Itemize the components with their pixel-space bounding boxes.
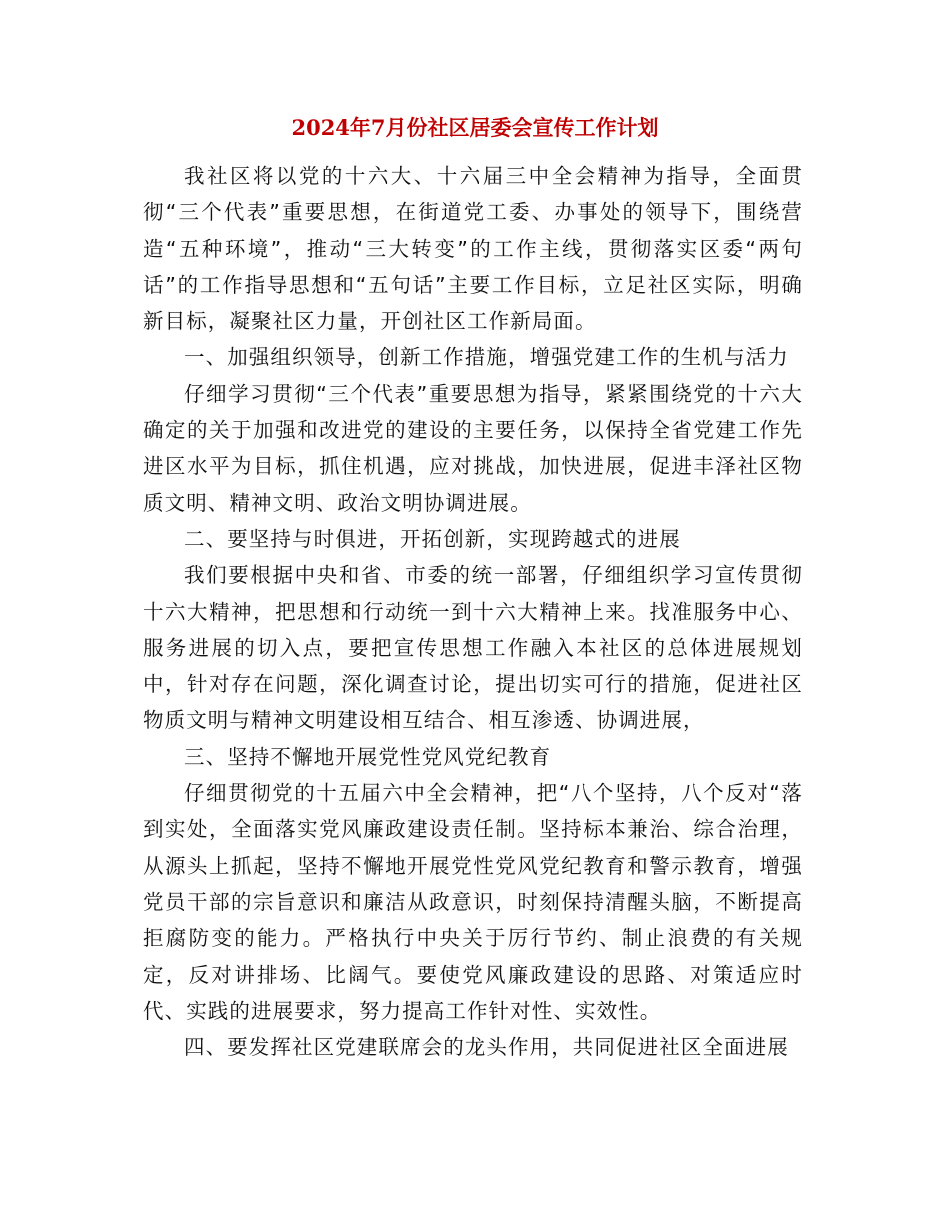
section-heading-4: 四、要发挥社区党建联席会的龙头作用，共同促进社区全面进展 <box>184 1035 789 1060</box>
section-paragraph-1: 仔细学习贯彻“三个代表”重要思想为指导，紧紧围绕党的十六大确定的关于加强和改进党的建设的主要任务，以保持全省党建工作先进区水平为目标，抓住机遇，应对挑战，加快进展，促进丰泽社区物质文明、精神文明、政治文明协调进展。 <box>143 381 803 515</box>
document-body <box>143 158 803 1065</box>
intro-paragraph: 我社区将以党的十六大、十六届三中全会精神为指导，全面贯彻“三个代表”重要思想，在街道党工委、办事处的领导下，围绕营造“五种环境”，推动“三大转变”的工作主线，贯彻落实区委“两句话”的工作指导思想和“五句话”主要工作目标，立足社区实际，明确新目标，凝聚社区力量，开创社区工作新局面。 <box>143 164 803 334</box>
section-paragraph-2: 我们要根据中央和省、市委的统一部署，仔细组织学习宣传贯彻十六大精神，把思想和行动统一到十六大精神上来。找准服务中心、服务进展的切入点，要把宣传思想工作融入本社区的总体进展规划中，针对存在问题，深化调查讨论，提出切实可行的措施，促进社区物质文明与精神文明建设相互结合、相互渗透、协调进展， <box>143 563 803 733</box>
section-heading-3: 三、坚持不懈地开展党性党风党纪教育 <box>184 744 552 769</box>
document-title: 2024年7月份社区居委会宣传工作计划 <box>291 115 659 140</box>
section-heading-2: 二、要坚持与时俱进，开拓创新，实现跨越式的进展 <box>184 526 681 551</box>
section-paragraph-3: 仔细贯彻党的十五届六中全会精神，把“八个坚持，八个反对“落到实处，全面落实党风廉政建设责任制。坚持标本兼治、综合治理，从源头上抓起，坚持不懈地开展党性党风党纪教育和警示教育，增强党员干部的宗旨意识和廉洁从政意识，时刻保持清醒头脑，不断提高拒腐防变的能力。严格执行中央关于厉行节约、制止浪费的有关规定，反对讲排场、比阔气。要使党风廉政建设的思路、对策适应时代、实践的进展要求，努力提高工作针对性、实效性。 <box>143 781 803 1023</box>
section-heading-1: 一、加强组织领导，创新工作措施，增强党建工作的生机与活力 <box>184 345 789 370</box>
